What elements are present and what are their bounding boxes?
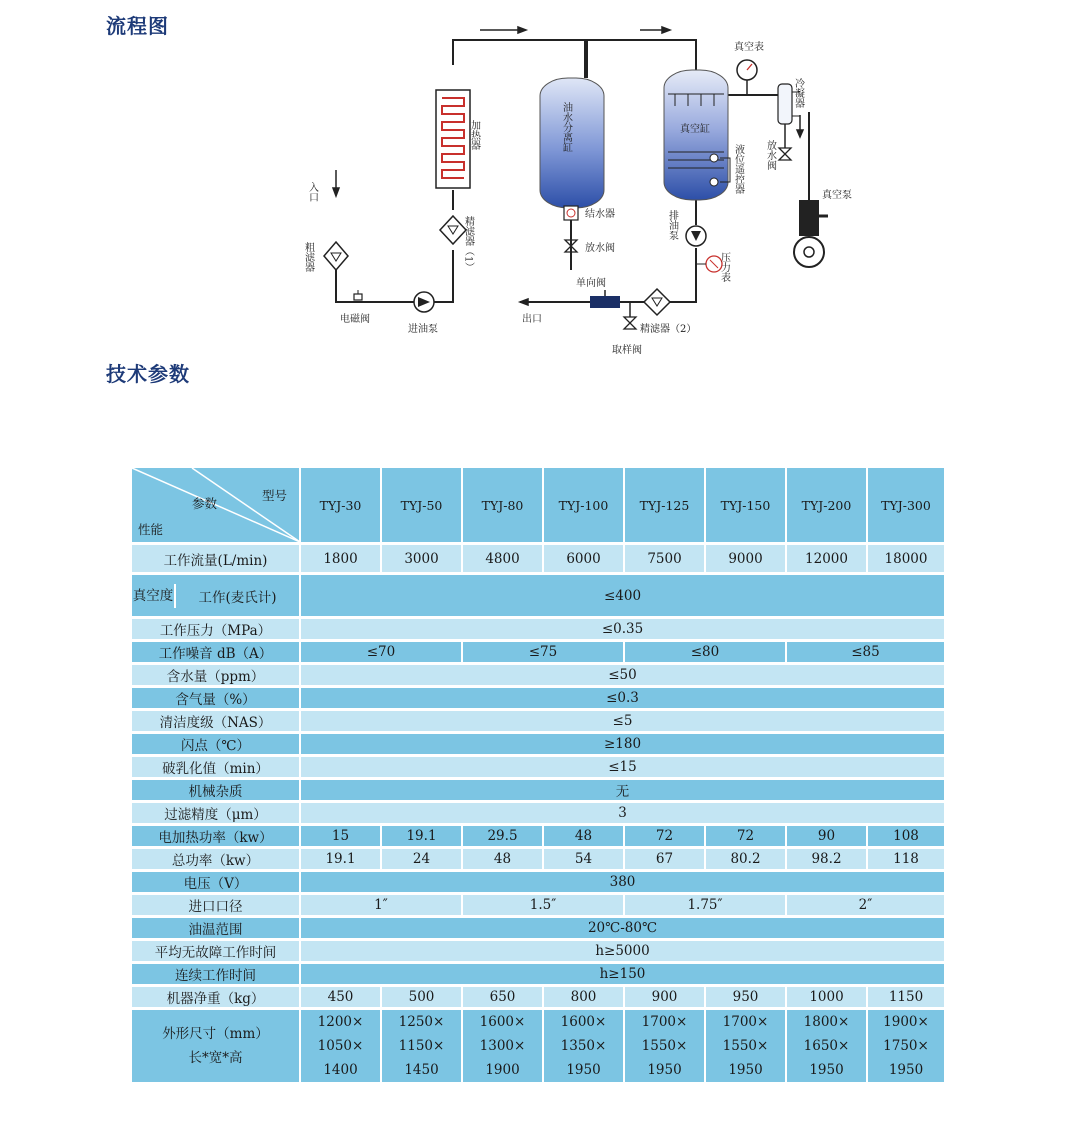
row-label: 连续工作时间: [132, 963, 300, 986]
table-cell: 650: [462, 986, 543, 1009]
size-height: 1950: [566, 1062, 601, 1078]
table-row-noise: [132, 641, 945, 664]
table-cell: 1.5″: [462, 894, 624, 917]
table-cell: 1.75″: [624, 894, 786, 917]
table-cell: 6000: [543, 544, 624, 574]
diagram-heater-label: 加热器: [468, 120, 480, 150]
diagram-vacuum-gauge-label: 真空表: [734, 42, 764, 53]
table-cell: ≤85: [786, 641, 945, 664]
model-header: TYJ-125: [624, 468, 705, 544]
table-cell: [300, 1009, 381, 1084]
table-row-pressure: [132, 618, 945, 641]
diagram-condenser-label: 冷凝器: [792, 78, 804, 108]
table-cell: 48: [543, 825, 624, 848]
size-width: 1650×: [803, 1038, 850, 1054]
table-cell: ≤5: [300, 710, 945, 733]
table-cell: ≤80: [624, 641, 786, 664]
table-cell: 500: [381, 986, 462, 1009]
table-cell: 450: [300, 986, 381, 1009]
table-cell: 54: [543, 848, 624, 871]
model-header: TYJ-300: [867, 468, 945, 544]
diagram-vacuum-tank-label: 真空缸: [680, 124, 710, 135]
table-row-voltage: [132, 871, 945, 894]
diagram-outlet-label: 出口: [522, 314, 542, 325]
table-row-precision: [132, 802, 945, 825]
diagram-inlet-label: 入口: [306, 182, 318, 202]
sampling-valve-symbol: [624, 302, 636, 329]
vacuum-gauge-symbol: [737, 60, 757, 95]
table-cell: 20℃-80℃: [300, 917, 945, 940]
oil-pump-symbol: [686, 226, 706, 246]
table-cell: [705, 1009, 786, 1084]
water-trap-symbol: [564, 206, 578, 220]
table-cell: 19.1: [300, 848, 381, 871]
table-row-impurity: [132, 779, 945, 802]
size-length: 1700×: [641, 1014, 688, 1030]
size-label-1: 外形尺寸（mm）: [162, 1026, 269, 1042]
diagram-oil-pump-label: 排油泵: [666, 210, 678, 240]
table-cell: 3000: [381, 544, 462, 574]
table-cell: ≤0.35: [300, 618, 945, 641]
model-header: TYJ-30: [300, 468, 381, 544]
size-height: 1950: [809, 1062, 844, 1078]
row-label: 工作流量(L/min): [132, 544, 300, 574]
model-header: TYJ-150: [705, 468, 786, 544]
table-cell: 800: [543, 986, 624, 1009]
vacuum-pump-symbol: [794, 200, 828, 267]
vacuum-tank-symbol: [664, 70, 728, 200]
size-width: 1550×: [641, 1038, 688, 1054]
diagram-separator-label: 油水分离缸: [560, 102, 572, 152]
size-width: 1350×: [560, 1038, 607, 1054]
table-cell: [462, 1009, 543, 1084]
process-flow-diagram: [300, 20, 860, 365]
table-cell: 90: [786, 825, 867, 848]
table-cell: 无: [300, 779, 945, 802]
size-height: 1900: [485, 1062, 520, 1078]
row-label: 闪点（℃）: [132, 733, 300, 756]
size-height: 1950: [888, 1062, 924, 1078]
row-label: 含水量（ppm）: [132, 664, 300, 687]
size-length: 1600×: [479, 1014, 526, 1030]
table-cell: 29.5: [462, 825, 543, 848]
row-label-size: [132, 1009, 300, 1084]
vacuum-sub-label: 工作(麦氏计): [198, 589, 277, 606]
row-label: 清洁度级（NAS）: [132, 710, 300, 733]
row-label-vacuum: [132, 574, 300, 618]
size-width: 1300×: [479, 1038, 526, 1054]
table-cell: 18000: [867, 544, 945, 574]
corner-model-label: 型号: [261, 488, 287, 503]
size-length: 1200×: [317, 1014, 364, 1030]
diagram-feed-pump-label: 进油泵: [408, 324, 438, 335]
table-cell: 1″: [300, 894, 462, 917]
table-row-total: [132, 848, 945, 871]
model-header: TYJ-80: [462, 468, 543, 544]
diagram-fine-filter-2-label: 精滤器（2）: [640, 324, 697, 335]
check-valve-symbol: [590, 290, 620, 308]
diagram-water-trap-label: 结水器: [585, 209, 615, 220]
solenoid-valve-symbol: [354, 290, 362, 300]
fine-filter-2-symbol: [644, 289, 670, 315]
row-label: 工作噪音 dB（A）: [132, 641, 300, 664]
table-row-cont: [132, 963, 945, 986]
size-length: 1800×: [803, 1014, 850, 1030]
size-width: 1050×: [317, 1038, 364, 1054]
table-cell: ≤70: [300, 641, 462, 664]
table-cell: [381, 1009, 462, 1084]
separator-tank-symbol: [540, 78, 604, 208]
table-row-vacuum: [132, 574, 945, 618]
table-cell: 1000: [786, 986, 867, 1009]
table-row-heat: [132, 825, 945, 848]
table-cell: 3: [300, 802, 945, 825]
table-cell: ≤15: [300, 756, 945, 779]
table-cell: [867, 1009, 945, 1084]
table-cell: 48: [462, 848, 543, 871]
table-cell: 67: [624, 848, 705, 871]
spec-section-title: 技术参数: [106, 362, 190, 386]
size-height: 1950: [728, 1062, 763, 1078]
diagram-drain-valve-2-label: 放水阀: [764, 140, 776, 170]
model-header: TYJ-100: [543, 468, 624, 544]
row-label: 破乳化值（min）: [132, 756, 300, 779]
table-row-mtbf: [132, 940, 945, 963]
table-corner-cell: [132, 468, 300, 544]
size-height: 1450: [404, 1062, 439, 1078]
table-cell: 12000: [786, 544, 867, 574]
table-row-size: [132, 1009, 945, 1084]
row-label: 油温范围: [132, 917, 300, 940]
row-label: 机械杂质: [132, 779, 300, 802]
table-header-row: [132, 468, 945, 544]
diagram-sampling-valve-label: 取样阀: [612, 345, 642, 356]
row-label: 进口口径: [132, 894, 300, 917]
size-width: 1550×: [722, 1038, 769, 1054]
size-length: 1600×: [560, 1014, 607, 1030]
size-label-2: 长*宽*高: [188, 1050, 243, 1066]
corner-param-label: 参数: [192, 496, 218, 511]
table-cell: 1150: [867, 986, 945, 1009]
table-row-temp: [132, 917, 945, 940]
table-cell: 108: [867, 825, 945, 848]
table-cell: 98.2: [786, 848, 867, 871]
table-cell: 4800: [462, 544, 543, 574]
corner-perf-label: 性能: [138, 522, 164, 537]
row-label: 机器净重（kg）: [132, 986, 300, 1009]
table-cell: 72: [624, 825, 705, 848]
row-label: 电加热功率（kw）: [132, 825, 300, 848]
table-cell: [786, 1009, 867, 1084]
table-cell: [543, 1009, 624, 1084]
size-length: 1900×: [883, 1014, 929, 1030]
table-cell: ≤400: [300, 574, 945, 618]
table-cell: ≤75: [462, 641, 624, 664]
model-header: TYJ-50: [381, 468, 462, 544]
size-length: 1250×: [398, 1014, 445, 1030]
table-cell: 24: [381, 848, 462, 871]
diagram-drain-valve-1-label: 放水阀: [585, 243, 615, 254]
table-cell: 72: [705, 825, 786, 848]
size-height: 1950: [647, 1062, 682, 1078]
table-cell: h≥5000: [300, 940, 945, 963]
table-row-water: [132, 664, 945, 687]
diagram-pressure-gauge-label: 压力表: [718, 252, 730, 282]
diagram-check-valve-label: 单向阀: [576, 278, 606, 289]
table-row-port: [132, 894, 945, 917]
table-row-flash: [132, 733, 945, 756]
row-label: 过滤精度（μm）: [132, 802, 300, 825]
diagram-fine-filter-1-label: 精滤器（1）: [462, 216, 474, 273]
diagram-vacuum-pump-label: 真空泵: [822, 190, 852, 201]
row-label: 含气量（%）: [132, 687, 300, 710]
diagram-level-controller-label: 液位遥控器: [732, 144, 744, 194]
table-cell: 2″: [786, 894, 945, 917]
table-cell: 118: [867, 848, 945, 871]
table-cell: 15: [300, 825, 381, 848]
table-row-weight: [132, 986, 945, 1009]
table-cell: [624, 1009, 705, 1084]
row-label: 工作压力（MPa）: [132, 618, 300, 641]
model-header: TYJ-200: [786, 468, 867, 544]
size-width: 1150×: [398, 1038, 445, 1054]
diagram-coarse-filter-label: 粗滤器: [302, 242, 314, 272]
diagram-solenoid-valve-label: 电磁阀: [340, 314, 370, 325]
row-label: 总功率（kw）: [132, 848, 300, 871]
table-cell: ≤50: [300, 664, 945, 687]
size-height: 1400: [323, 1062, 358, 1078]
coarse-filter-symbol: [324, 242, 348, 270]
table-row-demuls: [132, 756, 945, 779]
vacuum-group-label: 真空度: [132, 584, 176, 608]
table-row-flow: [132, 544, 945, 574]
table-cell: ≤0.3: [300, 687, 945, 710]
table-cell: 900: [624, 986, 705, 1009]
flow-section-title: 流程图: [106, 14, 169, 38]
table-row-gas: [132, 687, 945, 710]
row-label: 平均无故障工作时间: [132, 940, 300, 963]
feed-pump-symbol: [414, 292, 434, 312]
table-cell: 9000: [705, 544, 786, 574]
row-label: 电压（V）: [132, 871, 300, 894]
drain-valve-2-symbol: [779, 124, 791, 160]
table-cell: h≥150: [300, 963, 945, 986]
heater-symbol: [436, 90, 470, 188]
table-cell: 19.1: [381, 825, 462, 848]
table-cell: 7500: [624, 544, 705, 574]
size-width: 1750×: [883, 1038, 929, 1054]
table-cell: 380: [300, 871, 945, 894]
table-cell: ≥180: [300, 733, 945, 756]
spec-table: [132, 468, 946, 1085]
table-row-clean: [132, 710, 945, 733]
table-cell: 950: [705, 986, 786, 1009]
table-cell: 1800: [300, 544, 381, 574]
table-cell: 80.2: [705, 848, 786, 871]
size-length: 1700×: [722, 1014, 769, 1030]
